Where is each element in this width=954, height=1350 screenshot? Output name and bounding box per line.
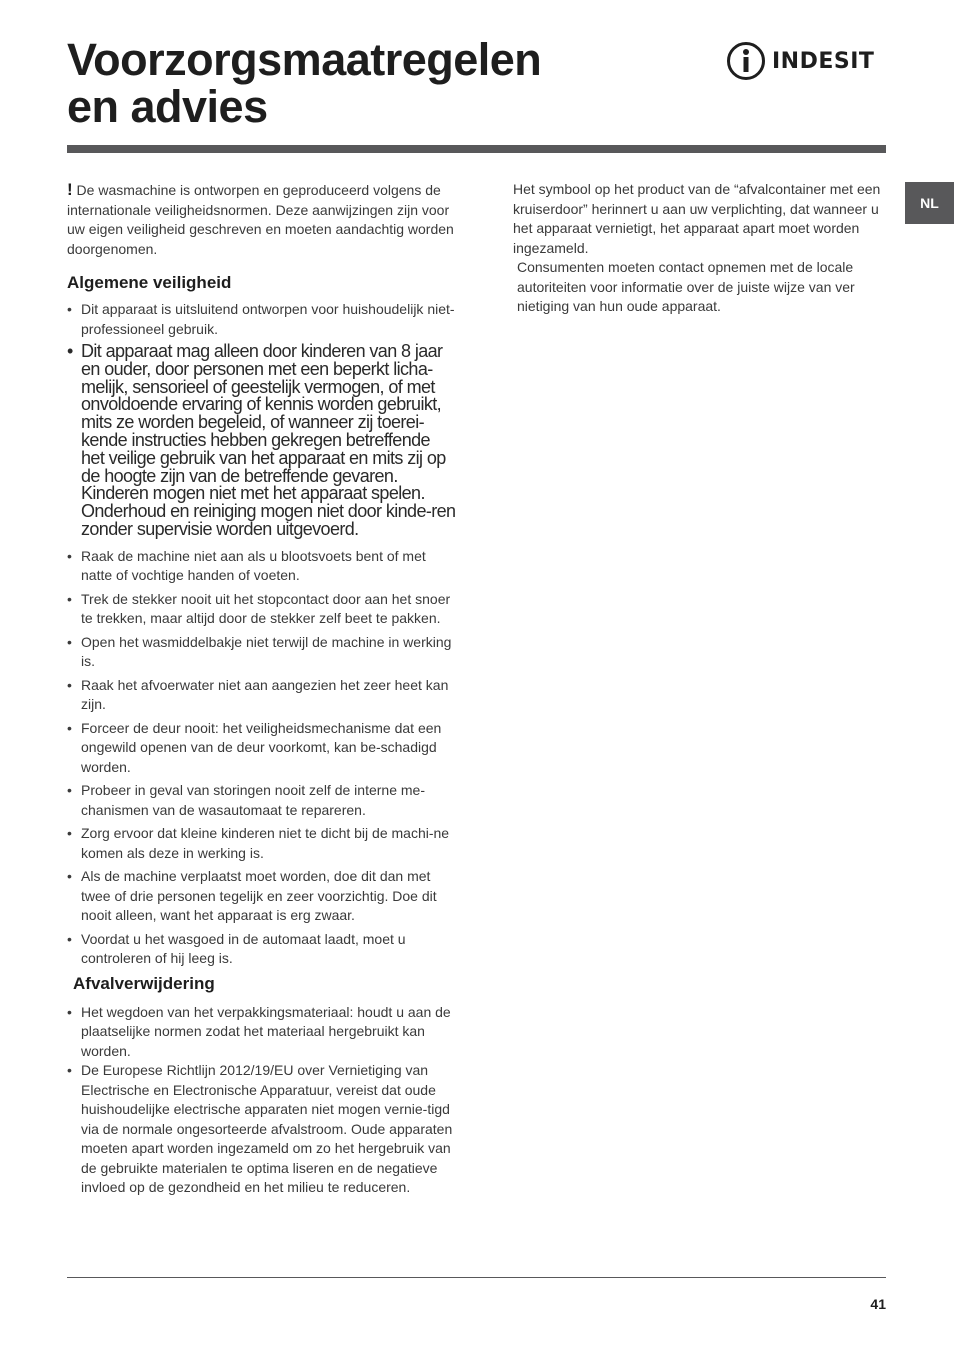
list-item: • Forceer de deur nooit: het veiligheidsmechanisme dat een ongewild openen van de deur voorkomt, kan be-schadigd worden.: [67, 719, 457, 778]
list-item: • Open het wasmiddelbakje niet terwijl de machine in werking is.: [67, 633, 457, 672]
list-item: • Dit apparaat mag alleen door kinderen van 8 jaar en ouder, door personen met een beperkt licha-melijk, sensorieel of geestelijk vermogen, of met onvoldoende ervaring of kennis worden gebruikt, mits ze worden begeleid, of wanneer zij toerei-kende instructies hebben gekregen betreffende het veilige gebruik van het apparaat en mits zij op de hoogte zijn van de betreffende gevaren. Kinderen mogen niet met het apparaat spelen. Onderhoud en reiniging mogen niet door kinde-ren zonder supervisie worden uitgevoerd.: [67, 343, 457, 539]
page-number: 41: [870, 1296, 886, 1312]
list-item: • Probeer in geval van storingen nooit zelf de interne me-chanismen van de wasautomaat te repareren.: [67, 781, 457, 820]
section-heading-general-safety: Algemene veiligheid: [67, 273, 232, 292]
waste-disposal-list: [67, 1003, 457, 1198]
brand-i-icon: [726, 41, 766, 81]
list-item: • Zorg ervoor dat kleine kinderen niet te dicht bij de machi-ne komen als deze in werking is.: [67, 824, 457, 863]
page-title: [67, 36, 667, 130]
page-title-line-2: en advies: [67, 81, 268, 132]
list-item: • Als de machine verplaatst moet worden, doe dit dan met twee of drie personen tegelijk en zeer voorzichtig. Doe dit nooit alleen, want het apparaat is erg zwaar.: [67, 867, 457, 926]
list-item: • Trek de stekker nooit uit het stopcontact door aan het snoer te trekken, maar altijd door de stekker zelf beet te pakken.: [67, 590, 457, 629]
right-column: [513, 180, 885, 317]
list-item: • Het wegdoen van het verpakkingsmateriaal: houdt u aan de plaatselijke normen zodat het materiaal hergebruikt kan worden.: [67, 1003, 457, 1062]
brand-name: INDESIT: [772, 48, 875, 74]
intro-text: De wasmachine is ontworpen en geproduceerd volgens de internationale veiligheidsnormen. Deze aanwijzingen zijn voor uw eigen veiligheid geschreven en moeten aandachtig worden doorgenomen.: [67, 182, 454, 257]
weee-symbol-paragraph: Het symbool op het product van de “afvalcontainer met een kruiserdoor” herinnert u aan uw verplichting, dat wanneer u het apparaat vernietigt, het apparaat apart moet worden ingezameld.: [513, 181, 881, 256]
intro-paragraph: [67, 180, 457, 259]
warning-mark: !: [67, 180, 73, 199]
list-item: • Dit apparaat is uitsluitend ontworpen voor huishoudelijk niet-professioneel gebruik.: [67, 300, 457, 339]
brand-logo: [726, 40, 888, 82]
list-item: • Voordat u het wasgoed in de automaat laadt, moet u controleren of hij leeg is.: [67, 930, 457, 969]
footer-rule: [67, 1277, 886, 1278]
consumer-contact-paragraph: Consumenten moeten contact opnemen met de locale autoriteiten voor informatie over de juiste wijze van ver nietiging van hun oude apparaat.: [517, 259, 855, 314]
general-safety-list: [67, 300, 457, 969]
header-rule: [67, 145, 886, 153]
list-item: • Raak het afvoerwater niet aan aangezien het zeer heet kan zijn.: [67, 676, 457, 715]
list-item: • Raak de machine niet aan als u blootsvoets bent of met natte of vochtige handen of voeten.: [67, 547, 457, 586]
left-column: [67, 180, 457, 1198]
page-title-line-1: Voorzorgsmaatregelen: [67, 34, 542, 85]
section-heading-waste-disposal: Afvalverwijdering: [73, 973, 215, 993]
list-item: • De Europese Richtlijn 2012/19/EU over Vernietiging van Electrische en Electronische Apparatuur, vereist dat oude huishoudelijke electrische apparaten niet mogen vernie-tigd via de normale ongesorteerde afvalstroom. Oude apparaten moeten apart worden ingezameld om zo het hergebruik van de gebruikte materialen te optima liseren en de negatieve invloed op de gezondheid en het milieu te reduceren.: [67, 1061, 457, 1198]
language-tab: NL: [905, 182, 954, 224]
